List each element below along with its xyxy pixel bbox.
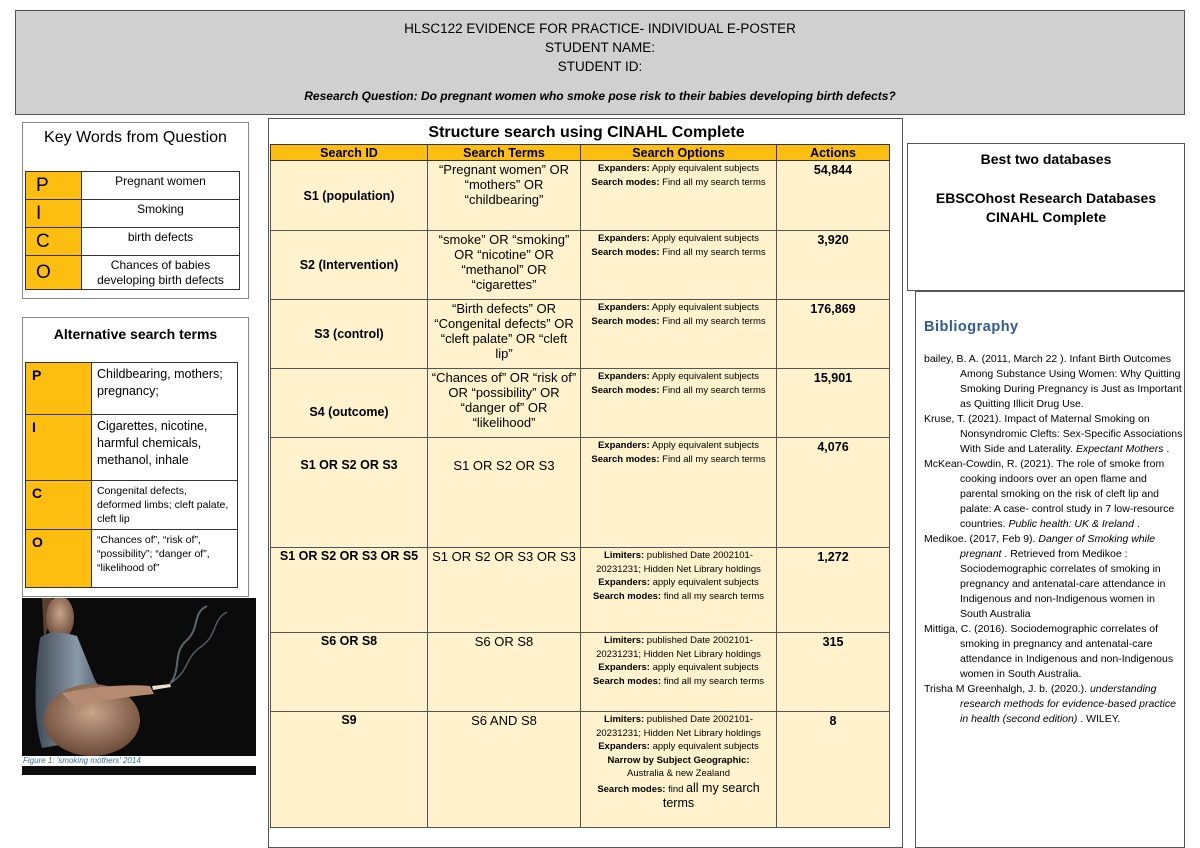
pico-letter: C <box>26 228 82 256</box>
alt-row-p <box>26 363 238 415</box>
search-id: S1 OR S2 OR S3 OR S5 <box>271 548 428 633</box>
pico-value: Smoking <box>82 200 240 228</box>
search-result-count: 15,901 <box>777 369 890 438</box>
search-terms: S1 OR S2 OR S3 OR S3 <box>428 548 581 633</box>
search-options: Expanders: Apply equivalent subjects Search modes: Find all my search terms <box>581 369 777 438</box>
table-row <box>271 438 890 548</box>
photo-illustration-icon <box>22 598 256 756</box>
search-id: S1 (population) <box>271 161 428 231</box>
best-databases-panel <box>907 143 1185 291</box>
search-options: Expanders: Apply equivalent subjects Search modes: Find all my search terms <box>581 300 777 369</box>
search-table <box>270 144 890 828</box>
keywords-title: Key Words from Question <box>44 129 227 146</box>
search-result-count: 176,869 <box>777 300 890 369</box>
search-terms: S6 OR S8 <box>428 633 581 712</box>
search-options: Expanders: Apply equivalent subjects Search modes: Find all my search terms <box>581 231 777 300</box>
search-result-count: 1,272 <box>777 548 890 633</box>
bibliography-entry: McKean-Cowdin, R. (2021). The role of smoke from cooking indoors over an open flame and parental smoking on the risk of cleft lip and palate: A case- control study in 7 low-resource countries. Public health: UK & Ireland . <box>924 458 1175 530</box>
database-name: CINAHL Complete <box>985 209 1107 225</box>
search-id: S2 (Intervention) <box>271 231 428 300</box>
table-row <box>271 300 890 369</box>
pico-value: birth defects <box>82 228 240 256</box>
student-id-label: STUDENT ID: <box>557 59 643 74</box>
alt-value: Childbearing, mothers; pregnancy; <box>92 363 238 415</box>
best-databases-title: Best two databases <box>980 151 1112 167</box>
alt-letter: C <box>26 481 92 530</box>
bibliography-panel <box>915 291 1185 848</box>
search-result-count: 4,076 <box>777 438 890 548</box>
bibliography-entry: Medikoe. (2017, Feb 9). Danger of Smoking while pregnant . Retrieved from Medikoe : Sociodemographic correlates of smoking in pregnancy and antenatal-care attendance in Indigenous and non-Indigenous women in South Australia <box>924 533 1166 620</box>
search-terms: “smoke” OR “smoking” OR “nicotine” OR “methanol” OR “cigarettes” <box>428 231 581 300</box>
database-name: EBSCOhost Research Databases <box>935 190 1157 206</box>
alt-row-i <box>26 415 238 481</box>
bibliography-entry: Mittiga, C. (2016). Sociodemographic correlates of smoking in pregnancy and antenatal-care attendance in Indigenous and non-Indigenous women in South Australia. <box>924 623 1174 680</box>
col-header-search-options: Search Options <box>581 145 777 161</box>
alt-letter: P <box>26 363 92 415</box>
alt-letter: O <box>26 530 92 588</box>
search-options: Limiters: published Date 2002101-20231231; Hidden Net Library holdings Expanders: apply equivalent subjects Search modes: find all my search terms <box>581 633 777 712</box>
pico-row-p <box>26 172 240 200</box>
search-terms: “Pregnant women” OR “mothers” OR “childbearing” <box>428 161 581 231</box>
course-title: HLSC122 EVIDENCE FOR PRACTICE- INDIVIDUAL E-POSTER <box>404 21 796 36</box>
search-id: S4 (outcome) <box>271 369 428 438</box>
pico-row-c <box>26 228 240 256</box>
bibliography-title: Bibliography <box>924 319 1019 335</box>
bibliography-list <box>916 352 1184 727</box>
student-name-label: STUDENT NAME: <box>544 40 655 55</box>
table-row <box>271 548 890 633</box>
search-options: Limiters: published Date 2002101-20231231; Hidden Net Library holdings Expanders: apply equivalent subjects Search modes: find all my search terms <box>581 548 777 633</box>
search-structure-title: Structure search using CINAHL Complete <box>428 124 745 141</box>
col-header-actions: Actions <box>777 145 890 161</box>
pico-value: Pregnant women <box>82 172 240 200</box>
alt-value: “Chances of”, “risk of”, “possibility”; “danger of”, “likelihood of” <box>92 530 238 588</box>
search-options: Limiters: published Date 2002101-20231231; Hidden Net Library holdings Expanders: apply equivalent subjects Narrow by Subject Geographic: Australia & new Zealand Search modes: find all my search terms <box>581 712 777 828</box>
pico-row-o <box>26 256 240 290</box>
search-terms: S1 OR S2 OR S3 <box>428 438 581 548</box>
alt-row-c <box>26 481 238 530</box>
bibliography-entry: Kruse, T. (2021). Impact of Maternal Smoking on Nonsyndromic Clefts: Sex-Specific Associations With Side and Laterality. Expectant Mothers . <box>924 413 1183 455</box>
table-row <box>271 369 890 438</box>
col-header-search-terms: Search Terms <box>428 145 581 161</box>
research-question: Research Question: Do pregnant women who smoke pose risk to their babies developing birth defects? <box>304 89 896 103</box>
table-row <box>271 231 890 300</box>
search-result-count: 54,844 <box>777 161 890 231</box>
search-terms: “Chances of” OR “risk of” OR “possibility” OR “danger of” OR “likelihood” <box>428 369 581 438</box>
search-options: Expanders: Apply equivalent subjects Search modes: Find all my search terms <box>581 438 777 548</box>
pregnant-woman-smoking-photo <box>22 598 256 756</box>
col-header-search-id: Search ID <box>271 145 428 161</box>
alt-value: Cigarettes, nicotine, harmful chemicals, methanol, inhale <box>92 415 238 481</box>
table-row <box>271 161 890 231</box>
figure-caption: Figure 1: 'smoking mothers' 2014 <box>22 756 256 775</box>
alt-row-o <box>26 530 238 588</box>
search-terms: “Birth defects” OR “Congenital defects” OR “cleft palate” OR “cleft lip” <box>428 300 581 369</box>
table-row <box>271 712 890 828</box>
search-id: S1 OR S2 OR S3 <box>271 438 428 548</box>
pico-letter: P <box>26 172 82 200</box>
bibliography-entry: bailey, B. A. (2011, March 22 ). Infant Birth Outcomes Among Substance Using Women: Why Quitting Smoking During Pregnancy is Just as Important as Quitting Illicit Drug Use. <box>924 353 1182 410</box>
search-options: Expanders: Apply equivalent subjects Search modes: Find all my search terms <box>581 161 777 231</box>
pico-value: Chances of babies developing birth defects <box>82 256 240 290</box>
bibliography-entry: Trisha M Greenhalgh, J. b. (2020.). understanding research methods for evidence-based practice in health (second edition) . WILEY. <box>924 683 1176 725</box>
search-id: S3 (control) <box>271 300 428 369</box>
pico-letter: I <box>26 200 82 228</box>
search-result-count: 8 <box>777 712 890 828</box>
search-table-header <box>271 145 890 161</box>
alt-value: Congenital defects, deformed limbs; cleft palate, cleft lip <box>92 481 238 530</box>
alternative-terms-title: Alternative search terms <box>53 326 218 342</box>
search-result-count: 3,920 <box>777 231 890 300</box>
search-id: S6 OR S8 <box>271 633 428 712</box>
pico-table <box>25 171 240 290</box>
poster-header <box>15 10 1185 115</box>
alt-letter: I <box>26 415 92 481</box>
search-result-count: 315 <box>777 633 890 712</box>
search-terms: S6 AND S8 <box>428 712 581 828</box>
search-structure-panel <box>268 118 903 848</box>
table-row <box>271 633 890 712</box>
pico-letter: O <box>26 256 82 290</box>
keywords-panel <box>22 122 249 299</box>
search-id: S9 <box>271 712 428 828</box>
pico-row-i <box>26 200 240 228</box>
alternative-terms-table <box>25 362 238 588</box>
alternative-terms-panel <box>22 317 249 597</box>
